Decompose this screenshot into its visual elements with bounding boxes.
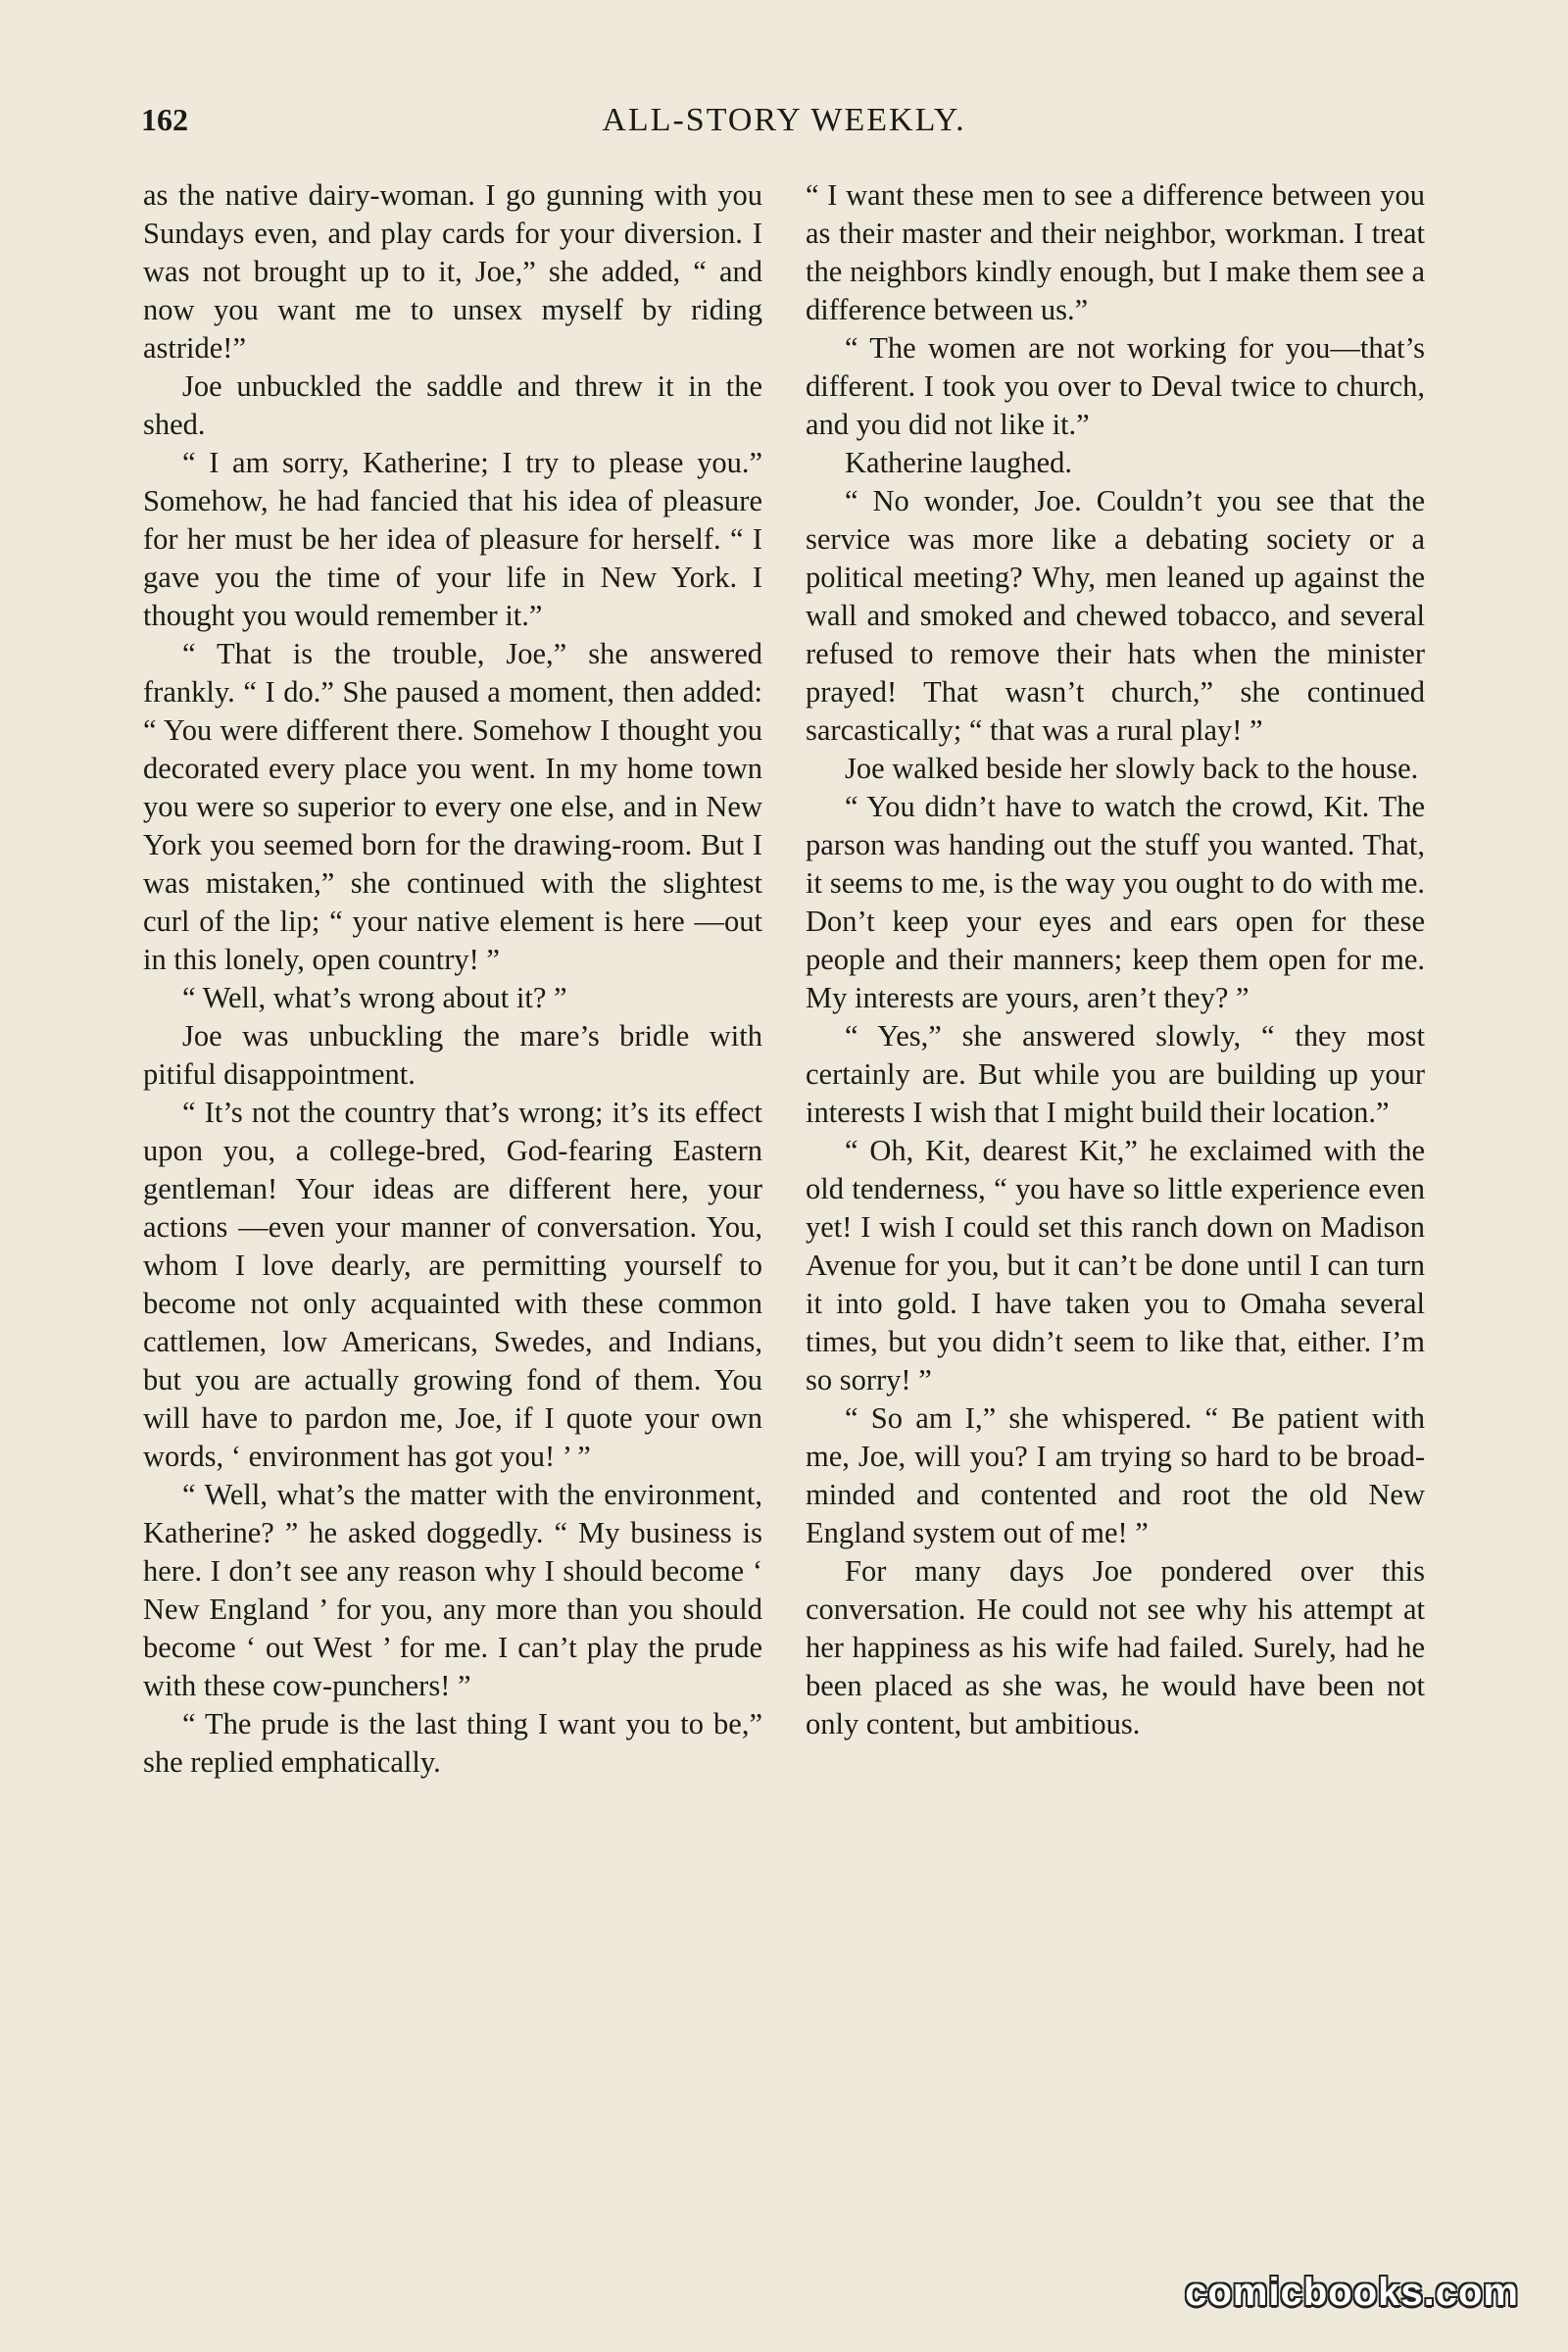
paragraph: Katherine laughed. bbox=[845, 446, 1073, 479]
paragraph: “ The women are not working for you—that’s different. I took you over to Deval twice to church, and you did not like it.” bbox=[806, 331, 1425, 441]
paragraph: “ So am I,” she whispered. “ Be patient with me, Joe, will you? I am trying so hard to be broad-minded and contented and root the old New England system out of me! ” bbox=[806, 1401, 1425, 1549]
paragraph: For many days Joe pondered over this conversation. He could not see why his attempt at her happiness as his wife had failed. Surely, had he been placed as she was, he would have been not only content, but ambitious. bbox=[806, 1554, 1425, 1740]
paragraph: “ It’s not the country that’s wrong; it’s its effect upon you, a college-bred, God-fearing Eastern gentleman! Your ideas are different here, your actions —even your manner of conversation. You, whom I love dearly, are permitting yourself to become not only acquainted with these common cattlemen, low Americans, Swedes, and Indians, but you are actually growing fond of them. You will have to pardon me, Joe, if I quote your own words, ‘ environment has got you! ’ ” bbox=[143, 1096, 762, 1473]
paragraph: “ I am sorry, Katherine; I try to please you.” Somehow, he had fancied that his idea of pleasure for her must be her idea of pleasure for herself. “ I gave you the time of your life in New York. I thought you would remember it.” bbox=[143, 446, 762, 632]
right-column bbox=[806, 176, 1425, 1743]
paragraph: Joe walked beside her slowly back to the house. bbox=[845, 752, 1419, 785]
paragraph: “ You didn’t have to watch the crowd, Kit. The parson was handing out the stuff you wanted. That, it seems to me, is the way you ought to do with me. Don’t keep your eyes and ears open for these people and their manners; keep them open for me. My interests are yours, aren’t they? ” bbox=[806, 790, 1425, 1014]
paragraph: Joe unbuckled the saddle and threw it in the shed. bbox=[143, 369, 762, 441]
paragraph: “ The prude is the last thing I want you to be,” she replied emphatically. bbox=[143, 1707, 762, 1779]
paragraph: “ No wonder, Joe. Couldn’t you see that the service was more like a debating society or a political meeting? Why, men leaned up against the wall and smoked and chewed tobacco, and several refused to remove their hats when the minister prayed! That wasn’t church,” she continued sarcastically; “ that was a rural play! ” bbox=[806, 484, 1425, 747]
left-column bbox=[143, 176, 762, 1782]
running-head: ALL-STORY WEEKLY. bbox=[602, 102, 966, 138]
page-number: 162 bbox=[141, 102, 188, 137]
paragraph: “ Well, what’s wrong about it? ” bbox=[182, 981, 567, 1014]
page-header bbox=[137, 102, 1431, 151]
paragraph: “ That is the trouble, Joe,” she answered frankly. “ I do.” She paused a moment, then added: “ You were different there. Somehow I thought you decorated every place you went. In my home town you were so superior to every one else, and in New York you seemed born for the drawing-room. But I was mistaken,” she continued with the slightest curl of the lip; “ your native element is here —out in this lonely, open country! ” bbox=[143, 637, 762, 976]
paragraph: “ I want these men to see a difference between you as their master and their neighbor, workman. I treat the neighbors kindly enough, but I make them see a difference between us.” bbox=[806, 178, 1425, 326]
paragraph: “ Yes,” she answered slowly, “ they most certainly are. But while you are building up your interests I wish that I might build their location.” bbox=[806, 1019, 1425, 1129]
paragraph: “ Oh, Kit, dearest Kit,” he exclaimed with the old tenderness, “ you have so little experience even yet! I wish I could set this ranch down on Madison Avenue for you, but it can’t be done until I can turn it into gold. I have taken you to Omaha several times, but you didn’t seem to like that, either. I’m so sorry! ” bbox=[806, 1134, 1425, 1396]
paragraph: Joe was unbuckling the mare’s bridle with pitiful disappointment. bbox=[143, 1019, 762, 1091]
paragraph: as the native dairy-woman. I go gunning with you Sundays even, and play cards for your diversion. I was not brought up to it, Joe,” she added, “ and now you want me to unsex myself by riding astride!” bbox=[143, 178, 762, 365]
watermark: comicbooks.com bbox=[1185, 2271, 1519, 2314]
paragraph: “ Well, what’s the matter with the environment, Katherine? ” he asked doggedly. “ My business is here. I don’t see any reason why I should become ‘ New England ’ for you, any more than you should become ‘ out West ’ for me. I can’t play the prude with these cow-punchers! ” bbox=[143, 1478, 762, 1702]
